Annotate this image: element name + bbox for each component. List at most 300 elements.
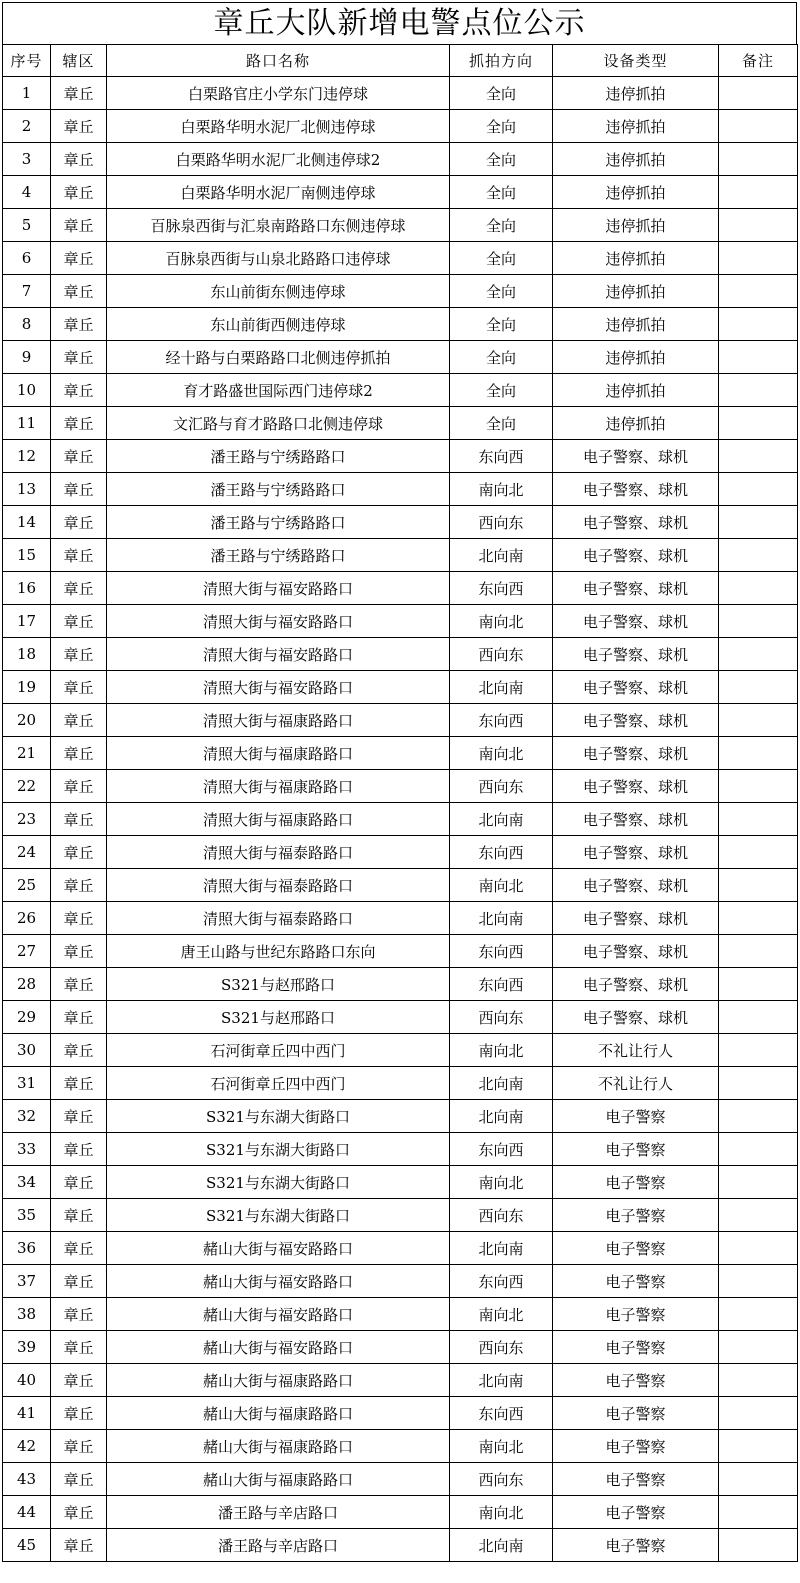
cell-note bbox=[719, 605, 798, 638]
table-row bbox=[3, 1463, 798, 1496]
cell-no: 35 bbox=[3, 1199, 51, 1232]
cell-no: 32 bbox=[3, 1100, 51, 1133]
cell-device: 违停抓拍 bbox=[553, 110, 719, 143]
cell-direction: 北向南 bbox=[450, 671, 553, 704]
cell-note bbox=[719, 1364, 798, 1397]
cell-direction: 西向东 bbox=[450, 506, 553, 539]
cell-road: S321与东湖大街路口 bbox=[107, 1199, 450, 1232]
cell-note bbox=[719, 1529, 798, 1562]
cell-direction: 全向 bbox=[450, 77, 553, 110]
cell-note bbox=[719, 407, 798, 440]
cell-no: 34 bbox=[3, 1166, 51, 1199]
cell-district: 章丘 bbox=[51, 1430, 107, 1463]
cell-note bbox=[719, 671, 798, 704]
cell-direction: 东向西 bbox=[450, 440, 553, 473]
cell-direction: 西向东 bbox=[450, 1001, 553, 1034]
cell-no: 17 bbox=[3, 605, 51, 638]
cell-direction: 东向西 bbox=[450, 1133, 553, 1166]
cell-no: 3 bbox=[3, 143, 51, 176]
table-row bbox=[3, 902, 798, 935]
cell-direction: 北向南 bbox=[450, 1100, 553, 1133]
cell-road: 潘王路与宁绣路路口 bbox=[107, 473, 450, 506]
cell-road: 东山前街西侧违停球 bbox=[107, 308, 450, 341]
cell-district: 章丘 bbox=[51, 869, 107, 902]
cell-device: 违停抓拍 bbox=[553, 242, 719, 275]
cell-device: 电子警察、球机 bbox=[553, 968, 719, 1001]
table-row bbox=[3, 869, 798, 902]
cell-road: 赭山大街与福康路路口 bbox=[107, 1397, 450, 1430]
cell-device: 电子警察、球机 bbox=[553, 473, 719, 506]
cell-district: 章丘 bbox=[51, 1265, 107, 1298]
cell-no: 18 bbox=[3, 638, 51, 671]
cell-direction: 南向北 bbox=[450, 1166, 553, 1199]
cell-note bbox=[719, 1166, 798, 1199]
cell-road: 赭山大街与福康路路口 bbox=[107, 1463, 450, 1496]
cell-note bbox=[719, 935, 798, 968]
cell-road: 赭山大街与福康路路口 bbox=[107, 1430, 450, 1463]
cell-device: 电子警察、球机 bbox=[553, 737, 719, 770]
cell-district: 章丘 bbox=[51, 473, 107, 506]
cell-note bbox=[719, 1298, 798, 1331]
cell-district: 章丘 bbox=[51, 374, 107, 407]
cell-direction: 西向东 bbox=[450, 770, 553, 803]
cell-no: 25 bbox=[3, 869, 51, 902]
cell-road: 白栗路华明水泥厂北侧违停球2 bbox=[107, 143, 450, 176]
cell-direction: 西向东 bbox=[450, 1199, 553, 1232]
cell-note bbox=[719, 1133, 798, 1166]
cell-device: 违停抓拍 bbox=[553, 407, 719, 440]
cell-note bbox=[719, 374, 798, 407]
cell-no: 5 bbox=[3, 209, 51, 242]
cell-direction: 东向西 bbox=[450, 704, 553, 737]
table-row bbox=[3, 638, 798, 671]
cell-road: 潘王路与辛店路口 bbox=[107, 1529, 450, 1562]
cell-no: 28 bbox=[3, 968, 51, 1001]
cell-district: 章丘 bbox=[51, 506, 107, 539]
cell-device: 电子警察 bbox=[553, 1430, 719, 1463]
cell-no: 42 bbox=[3, 1430, 51, 1463]
cell-no: 10 bbox=[3, 374, 51, 407]
cell-district: 章丘 bbox=[51, 836, 107, 869]
cell-no: 14 bbox=[3, 506, 51, 539]
cell-note bbox=[719, 836, 798, 869]
cell-no: 29 bbox=[3, 1001, 51, 1034]
cell-road: 清照大街与福泰路路口 bbox=[107, 902, 450, 935]
cell-district: 章丘 bbox=[51, 77, 107, 110]
table-row bbox=[3, 1265, 798, 1298]
cell-note bbox=[719, 110, 798, 143]
table-body bbox=[3, 77, 798, 1562]
cell-note bbox=[719, 176, 798, 209]
cell-no: 41 bbox=[3, 1397, 51, 1430]
cell-no: 6 bbox=[3, 242, 51, 275]
table-row bbox=[3, 77, 798, 110]
table-row bbox=[3, 209, 798, 242]
cell-device: 电子警察 bbox=[553, 1463, 719, 1496]
cell-note bbox=[719, 638, 798, 671]
cell-district: 章丘 bbox=[51, 968, 107, 1001]
cell-road: 白栗路华明水泥厂北侧违停球 bbox=[107, 110, 450, 143]
cell-device: 电子警察、球机 bbox=[553, 902, 719, 935]
cell-road: 白栗路官庄小学东门违停球 bbox=[107, 77, 450, 110]
cell-district: 章丘 bbox=[51, 143, 107, 176]
cell-device: 违停抓拍 bbox=[553, 143, 719, 176]
cell-road: 唐王山路与世纪东路路口东向 bbox=[107, 935, 450, 968]
cell-note bbox=[719, 473, 798, 506]
cell-device: 电子警察、球机 bbox=[553, 869, 719, 902]
header-direction: 抓拍方向 bbox=[450, 45, 553, 77]
table-row bbox=[3, 737, 798, 770]
cell-district: 章丘 bbox=[51, 275, 107, 308]
cell-no: 30 bbox=[3, 1034, 51, 1067]
cell-direction: 全向 bbox=[450, 407, 553, 440]
cell-no: 43 bbox=[3, 1463, 51, 1496]
cell-district: 章丘 bbox=[51, 902, 107, 935]
cell-district: 章丘 bbox=[51, 1331, 107, 1364]
table-row bbox=[3, 1166, 798, 1199]
table-row bbox=[3, 1331, 798, 1364]
cell-direction: 北向南 bbox=[450, 1067, 553, 1100]
cell-no: 9 bbox=[3, 341, 51, 374]
cell-direction: 西向东 bbox=[450, 1463, 553, 1496]
cell-device: 违停抓拍 bbox=[553, 209, 719, 242]
table-row bbox=[3, 506, 798, 539]
cell-device: 不礼让行人 bbox=[553, 1067, 719, 1100]
cell-no: 24 bbox=[3, 836, 51, 869]
cell-direction: 北向南 bbox=[450, 902, 553, 935]
cell-district: 章丘 bbox=[51, 1397, 107, 1430]
cell-device: 电子警察、球机 bbox=[553, 836, 719, 869]
cell-direction: 北向南 bbox=[450, 539, 553, 572]
cell-note bbox=[719, 209, 798, 242]
cell-device: 电子警察 bbox=[553, 1529, 719, 1562]
cell-direction: 全向 bbox=[450, 308, 553, 341]
cell-no: 23 bbox=[3, 803, 51, 836]
cell-no: 7 bbox=[3, 275, 51, 308]
cell-district: 章丘 bbox=[51, 638, 107, 671]
cell-note bbox=[719, 506, 798, 539]
cell-note bbox=[719, 1331, 798, 1364]
cell-road: 赭山大街与福安路路口 bbox=[107, 1298, 450, 1331]
cell-no: 26 bbox=[3, 902, 51, 935]
cell-district: 章丘 bbox=[51, 1364, 107, 1397]
cell-note bbox=[719, 770, 798, 803]
cell-device: 电子警察 bbox=[553, 1298, 719, 1331]
cell-road: 清照大街与福安路路口 bbox=[107, 638, 450, 671]
table-row bbox=[3, 1133, 798, 1166]
cell-direction: 全向 bbox=[450, 110, 553, 143]
cell-note bbox=[719, 1001, 798, 1034]
cell-district: 章丘 bbox=[51, 803, 107, 836]
cell-district: 章丘 bbox=[51, 407, 107, 440]
table-row bbox=[3, 176, 798, 209]
cell-road: S321与赵邢路口 bbox=[107, 968, 450, 1001]
cell-road: 东山前街东侧违停球 bbox=[107, 275, 450, 308]
cell-district: 章丘 bbox=[51, 704, 107, 737]
cell-direction: 南向北 bbox=[450, 737, 553, 770]
table-row bbox=[3, 1232, 798, 1265]
cell-direction: 南向北 bbox=[450, 1034, 553, 1067]
cell-road: S321与东湖大街路口 bbox=[107, 1133, 450, 1166]
cell-no: 16 bbox=[3, 572, 51, 605]
cell-direction: 西向东 bbox=[450, 638, 553, 671]
cell-no: 36 bbox=[3, 1232, 51, 1265]
cell-note bbox=[719, 308, 798, 341]
table-row bbox=[3, 374, 798, 407]
cell-device: 电子警察 bbox=[553, 1100, 719, 1133]
cell-device: 电子警察、球机 bbox=[553, 770, 719, 803]
cell-road: 清照大街与福泰路路口 bbox=[107, 836, 450, 869]
cell-district: 章丘 bbox=[51, 605, 107, 638]
cell-device: 电子警察、球机 bbox=[553, 440, 719, 473]
cell-no: 37 bbox=[3, 1265, 51, 1298]
table-row bbox=[3, 1298, 798, 1331]
cell-direction: 东向西 bbox=[450, 1397, 553, 1430]
cell-no: 2 bbox=[3, 110, 51, 143]
cell-device: 电子警察、球机 bbox=[553, 935, 719, 968]
cell-no: 45 bbox=[3, 1529, 51, 1562]
cell-road: 潘王路与宁绣路路口 bbox=[107, 440, 450, 473]
table-row bbox=[3, 1067, 798, 1100]
cell-road: 赭山大街与福安路路口 bbox=[107, 1232, 450, 1265]
cell-device: 违停抓拍 bbox=[553, 308, 719, 341]
cell-district: 章丘 bbox=[51, 1067, 107, 1100]
cell-district: 章丘 bbox=[51, 737, 107, 770]
cell-road: 文汇路与育才路路口北侧违停球 bbox=[107, 407, 450, 440]
cell-road: 潘王路与宁绣路路口 bbox=[107, 539, 450, 572]
table-row bbox=[3, 110, 798, 143]
cell-district: 章丘 bbox=[51, 1298, 107, 1331]
cell-device: 电子警察、球机 bbox=[553, 1001, 719, 1034]
header-district: 辖区 bbox=[51, 45, 107, 77]
cell-district: 章丘 bbox=[51, 242, 107, 275]
cell-direction: 东向西 bbox=[450, 968, 553, 1001]
cell-district: 章丘 bbox=[51, 110, 107, 143]
cell-road: 清照大街与福康路路口 bbox=[107, 770, 450, 803]
table-row bbox=[3, 1397, 798, 1430]
cell-note bbox=[719, 1430, 798, 1463]
cell-note bbox=[719, 1232, 798, 1265]
cell-no: 40 bbox=[3, 1364, 51, 1397]
cell-no: 38 bbox=[3, 1298, 51, 1331]
cell-note bbox=[719, 968, 798, 1001]
table-row bbox=[3, 1430, 798, 1463]
cell-district: 章丘 bbox=[51, 671, 107, 704]
cell-direction: 南向北 bbox=[450, 1496, 553, 1529]
table-row bbox=[3, 275, 798, 308]
cell-note bbox=[719, 1034, 798, 1067]
cell-device: 电子警察、球机 bbox=[553, 605, 719, 638]
cell-direction: 南向北 bbox=[450, 869, 553, 902]
table-row bbox=[3, 242, 798, 275]
cell-no: 33 bbox=[3, 1133, 51, 1166]
cell-direction: 南向北 bbox=[450, 1298, 553, 1331]
cell-device: 电子警察、球机 bbox=[553, 671, 719, 704]
cell-district: 章丘 bbox=[51, 1199, 107, 1232]
cell-note bbox=[719, 1397, 798, 1430]
cell-direction: 南向北 bbox=[450, 473, 553, 506]
table-row bbox=[3, 308, 798, 341]
cell-note bbox=[719, 1496, 798, 1529]
cell-device: 电子警察 bbox=[553, 1199, 719, 1232]
cell-no: 39 bbox=[3, 1331, 51, 1364]
cell-note bbox=[719, 539, 798, 572]
cell-district: 章丘 bbox=[51, 770, 107, 803]
cell-district: 章丘 bbox=[51, 1463, 107, 1496]
cell-district: 章丘 bbox=[51, 1133, 107, 1166]
cell-district: 章丘 bbox=[51, 1166, 107, 1199]
cell-road: 清照大街与福安路路口 bbox=[107, 671, 450, 704]
cell-no: 44 bbox=[3, 1496, 51, 1529]
cell-direction: 西向东 bbox=[450, 1331, 553, 1364]
header-no: 序号 bbox=[3, 45, 51, 77]
table-header-row bbox=[3, 45, 798, 77]
table-row bbox=[3, 572, 798, 605]
cell-note bbox=[719, 902, 798, 935]
cell-note bbox=[719, 1265, 798, 1298]
cell-note bbox=[719, 242, 798, 275]
cell-note bbox=[719, 869, 798, 902]
cell-device: 电子警察、球机 bbox=[553, 704, 719, 737]
table-row bbox=[3, 1100, 798, 1133]
cell-device: 电子警察 bbox=[553, 1496, 719, 1529]
cell-note bbox=[719, 1067, 798, 1100]
cell-district: 章丘 bbox=[51, 1100, 107, 1133]
cell-device: 电子警察、球机 bbox=[553, 506, 719, 539]
cell-device: 电子警察、球机 bbox=[553, 803, 719, 836]
cell-road: 石河街章丘四中西门 bbox=[107, 1067, 450, 1100]
cell-no: 13 bbox=[3, 473, 51, 506]
cell-device: 不礼让行人 bbox=[553, 1034, 719, 1067]
cell-road: 经十路与白栗路路口北侧违停抓拍 bbox=[107, 341, 450, 374]
cell-note bbox=[719, 1199, 798, 1232]
cell-no: 27 bbox=[3, 935, 51, 968]
table-row bbox=[3, 341, 798, 374]
cell-direction: 全向 bbox=[450, 275, 553, 308]
table-row bbox=[3, 968, 798, 1001]
cell-no: 4 bbox=[3, 176, 51, 209]
cell-road: 百脉泉西街与山泉北路路口违停球 bbox=[107, 242, 450, 275]
cell-direction: 北向南 bbox=[450, 1232, 553, 1265]
table-row bbox=[3, 440, 798, 473]
cell-road: 赭山大街与福安路路口 bbox=[107, 1265, 450, 1298]
cell-road: 潘王路与辛店路口 bbox=[107, 1496, 450, 1529]
cell-no: 1 bbox=[3, 77, 51, 110]
cell-road: 石河街章丘四中西门 bbox=[107, 1034, 450, 1067]
cell-road: S321与东湖大街路口 bbox=[107, 1166, 450, 1199]
cell-device: 电子警察 bbox=[553, 1166, 719, 1199]
table-row bbox=[3, 1529, 798, 1562]
cell-note bbox=[719, 803, 798, 836]
cell-direction: 全向 bbox=[450, 209, 553, 242]
cell-device: 电子警察 bbox=[553, 1265, 719, 1298]
cell-direction: 南向北 bbox=[450, 1430, 553, 1463]
cell-road: S321与东湖大街路口 bbox=[107, 1100, 450, 1133]
cell-note bbox=[719, 275, 798, 308]
cell-district: 章丘 bbox=[51, 176, 107, 209]
table-row bbox=[3, 1034, 798, 1067]
cell-road: 潘王路与宁绣路路口 bbox=[107, 506, 450, 539]
cell-road: 赭山大街与福康路路口 bbox=[107, 1364, 450, 1397]
cell-note bbox=[719, 737, 798, 770]
cell-device: 电子警察 bbox=[553, 1133, 719, 1166]
cell-direction: 全向 bbox=[450, 374, 553, 407]
cell-road: S321与赵邢路口 bbox=[107, 1001, 450, 1034]
table-row bbox=[3, 407, 798, 440]
table-row bbox=[3, 836, 798, 869]
table-row bbox=[3, 473, 798, 506]
cell-device: 电子警察 bbox=[553, 1397, 719, 1430]
cell-district: 章丘 bbox=[51, 1529, 107, 1562]
table-row bbox=[3, 1199, 798, 1232]
cell-direction: 全向 bbox=[450, 341, 553, 374]
cell-note bbox=[719, 440, 798, 473]
table-row bbox=[3, 671, 798, 704]
cell-district: 章丘 bbox=[51, 935, 107, 968]
cell-road: 育才路盛世国际西门违停球2 bbox=[107, 374, 450, 407]
cell-no: 31 bbox=[3, 1067, 51, 1100]
cell-direction: 全向 bbox=[450, 242, 553, 275]
table-row bbox=[3, 803, 798, 836]
cell-district: 章丘 bbox=[51, 1001, 107, 1034]
cell-no: 15 bbox=[3, 539, 51, 572]
cell-road: 白栗路华明水泥厂南侧违停球 bbox=[107, 176, 450, 209]
cell-note bbox=[719, 143, 798, 176]
cell-road: 清照大街与福康路路口 bbox=[107, 803, 450, 836]
cell-no: 22 bbox=[3, 770, 51, 803]
header-note: 备注 bbox=[719, 45, 798, 77]
cell-no: 19 bbox=[3, 671, 51, 704]
cell-device: 违停抓拍 bbox=[553, 176, 719, 209]
cell-road: 赭山大街与福安路路口 bbox=[107, 1331, 450, 1364]
cell-direction: 全向 bbox=[450, 176, 553, 209]
table-row bbox=[3, 770, 798, 803]
cell-device: 违停抓拍 bbox=[553, 341, 719, 374]
cell-district: 章丘 bbox=[51, 341, 107, 374]
cell-district: 章丘 bbox=[51, 209, 107, 242]
table-row bbox=[3, 1496, 798, 1529]
cell-district: 章丘 bbox=[51, 440, 107, 473]
camera-table bbox=[2, 44, 798, 1562]
cell-device: 电子警察、球机 bbox=[553, 572, 719, 605]
table-row bbox=[3, 143, 798, 176]
cell-direction: 全向 bbox=[450, 143, 553, 176]
cell-direction: 北向南 bbox=[450, 1529, 553, 1562]
cell-device: 违停抓拍 bbox=[553, 77, 719, 110]
cell-road: 清照大街与福康路路口 bbox=[107, 704, 450, 737]
cell-note bbox=[719, 1100, 798, 1133]
cell-device: 电子警察 bbox=[553, 1232, 719, 1265]
cell-road: 百脉泉西街与汇泉南路路口东侧违停球 bbox=[107, 209, 450, 242]
cell-district: 章丘 bbox=[51, 572, 107, 605]
cell-direction: 北向南 bbox=[450, 803, 553, 836]
cell-district: 章丘 bbox=[51, 539, 107, 572]
cell-device: 违停抓拍 bbox=[553, 374, 719, 407]
header-device: 设备类型 bbox=[553, 45, 719, 77]
cell-road: 清照大街与福泰路路口 bbox=[107, 869, 450, 902]
cell-direction: 南向北 bbox=[450, 605, 553, 638]
cell-district: 章丘 bbox=[51, 1034, 107, 1067]
cell-device: 电子警察 bbox=[553, 1331, 719, 1364]
table-row bbox=[3, 935, 798, 968]
cell-direction: 北向南 bbox=[450, 1364, 553, 1397]
cell-direction: 东向西 bbox=[450, 572, 553, 605]
table-row bbox=[3, 605, 798, 638]
cell-district: 章丘 bbox=[51, 1232, 107, 1265]
cell-device: 电子警察、球机 bbox=[553, 638, 719, 671]
notice-sheet bbox=[2, 2, 797, 1562]
cell-road: 清照大街与福安路路口 bbox=[107, 572, 450, 605]
